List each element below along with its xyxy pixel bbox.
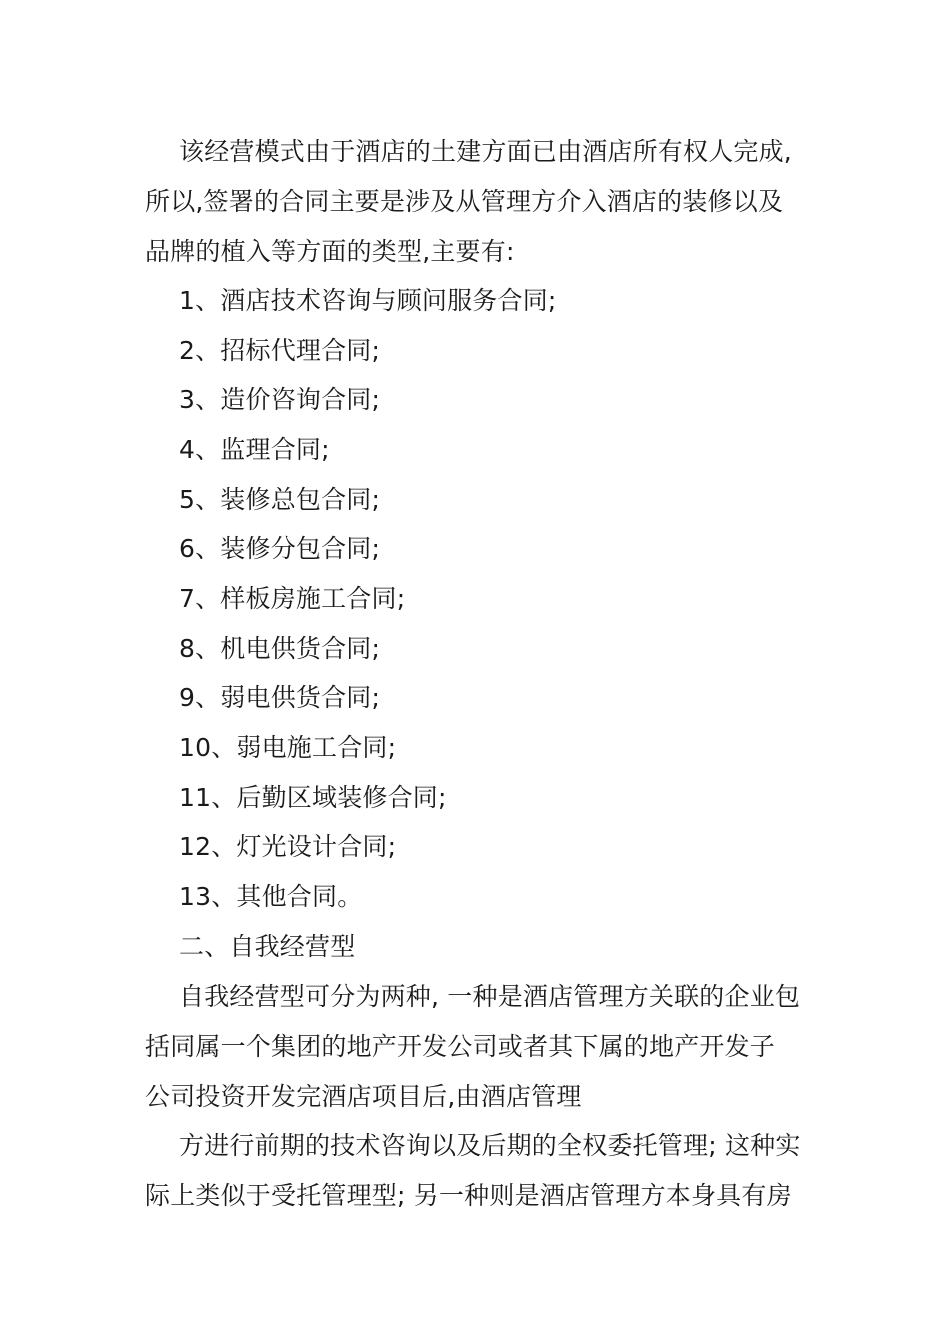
paragraph1-line-1: 自我经营型可分为两种, 一种是酒店管理方关联的企业包 [179, 982, 801, 1011]
intro-line-3: 品牌的植入等方面的类型,主要有: [145, 237, 515, 266]
paragraph2-line-1: 方进行前期的技术咨询以及后期的全权委托管理; 这种实 [179, 1131, 801, 1160]
contract-list-item: 6、装修分包合同; [179, 534, 381, 563]
paragraph1-line-3: 公司投资开发完酒店项目后,由酒店管理 [145, 1082, 582, 1111]
contract-list-item: 11、后勤区域装修合同; [179, 783, 447, 812]
paragraph1-line-2: 括同属一个集团的地产开发公司或者其下属的地产开发子 [145, 1032, 776, 1061]
contract-list-item: 3、造价咨询合同; [179, 385, 381, 414]
contract-list-item: 10、弱电施工合同; [179, 733, 397, 762]
contract-list-item: 5、装修总包合同; [179, 485, 381, 514]
contract-list-item: 1、酒店技术咨询与顾问服务合同; [179, 286, 557, 315]
contract-list-item: 12、灯光设计合同; [179, 832, 397, 861]
contract-list-item: 8、机电供货合同; [179, 634, 381, 663]
intro-line-1: 该经营模式由于酒店的土建方面已由酒店所有权人完成, [179, 137, 792, 166]
contract-list-item: 13、其他合同。 [179, 882, 363, 911]
contract-list-item: 7、样板房施工合同; [179, 584, 406, 613]
contract-list-item: 9、弱电供货合同; [179, 683, 381, 712]
paragraph2-line-2: 际上类似于受托管理型; 另一种则是酒店管理方本身具有房 [145, 1181, 792, 1210]
intro-line-2: 所以,签署的合同主要是涉及从管理方介入酒店的装修以及 [145, 187, 784, 216]
contract-list-item: 2、招标代理合同; [179, 336, 381, 365]
contract-list-item: 4、监理合同; [179, 435, 330, 464]
section-heading: 二、自我经营型 [179, 932, 356, 961]
